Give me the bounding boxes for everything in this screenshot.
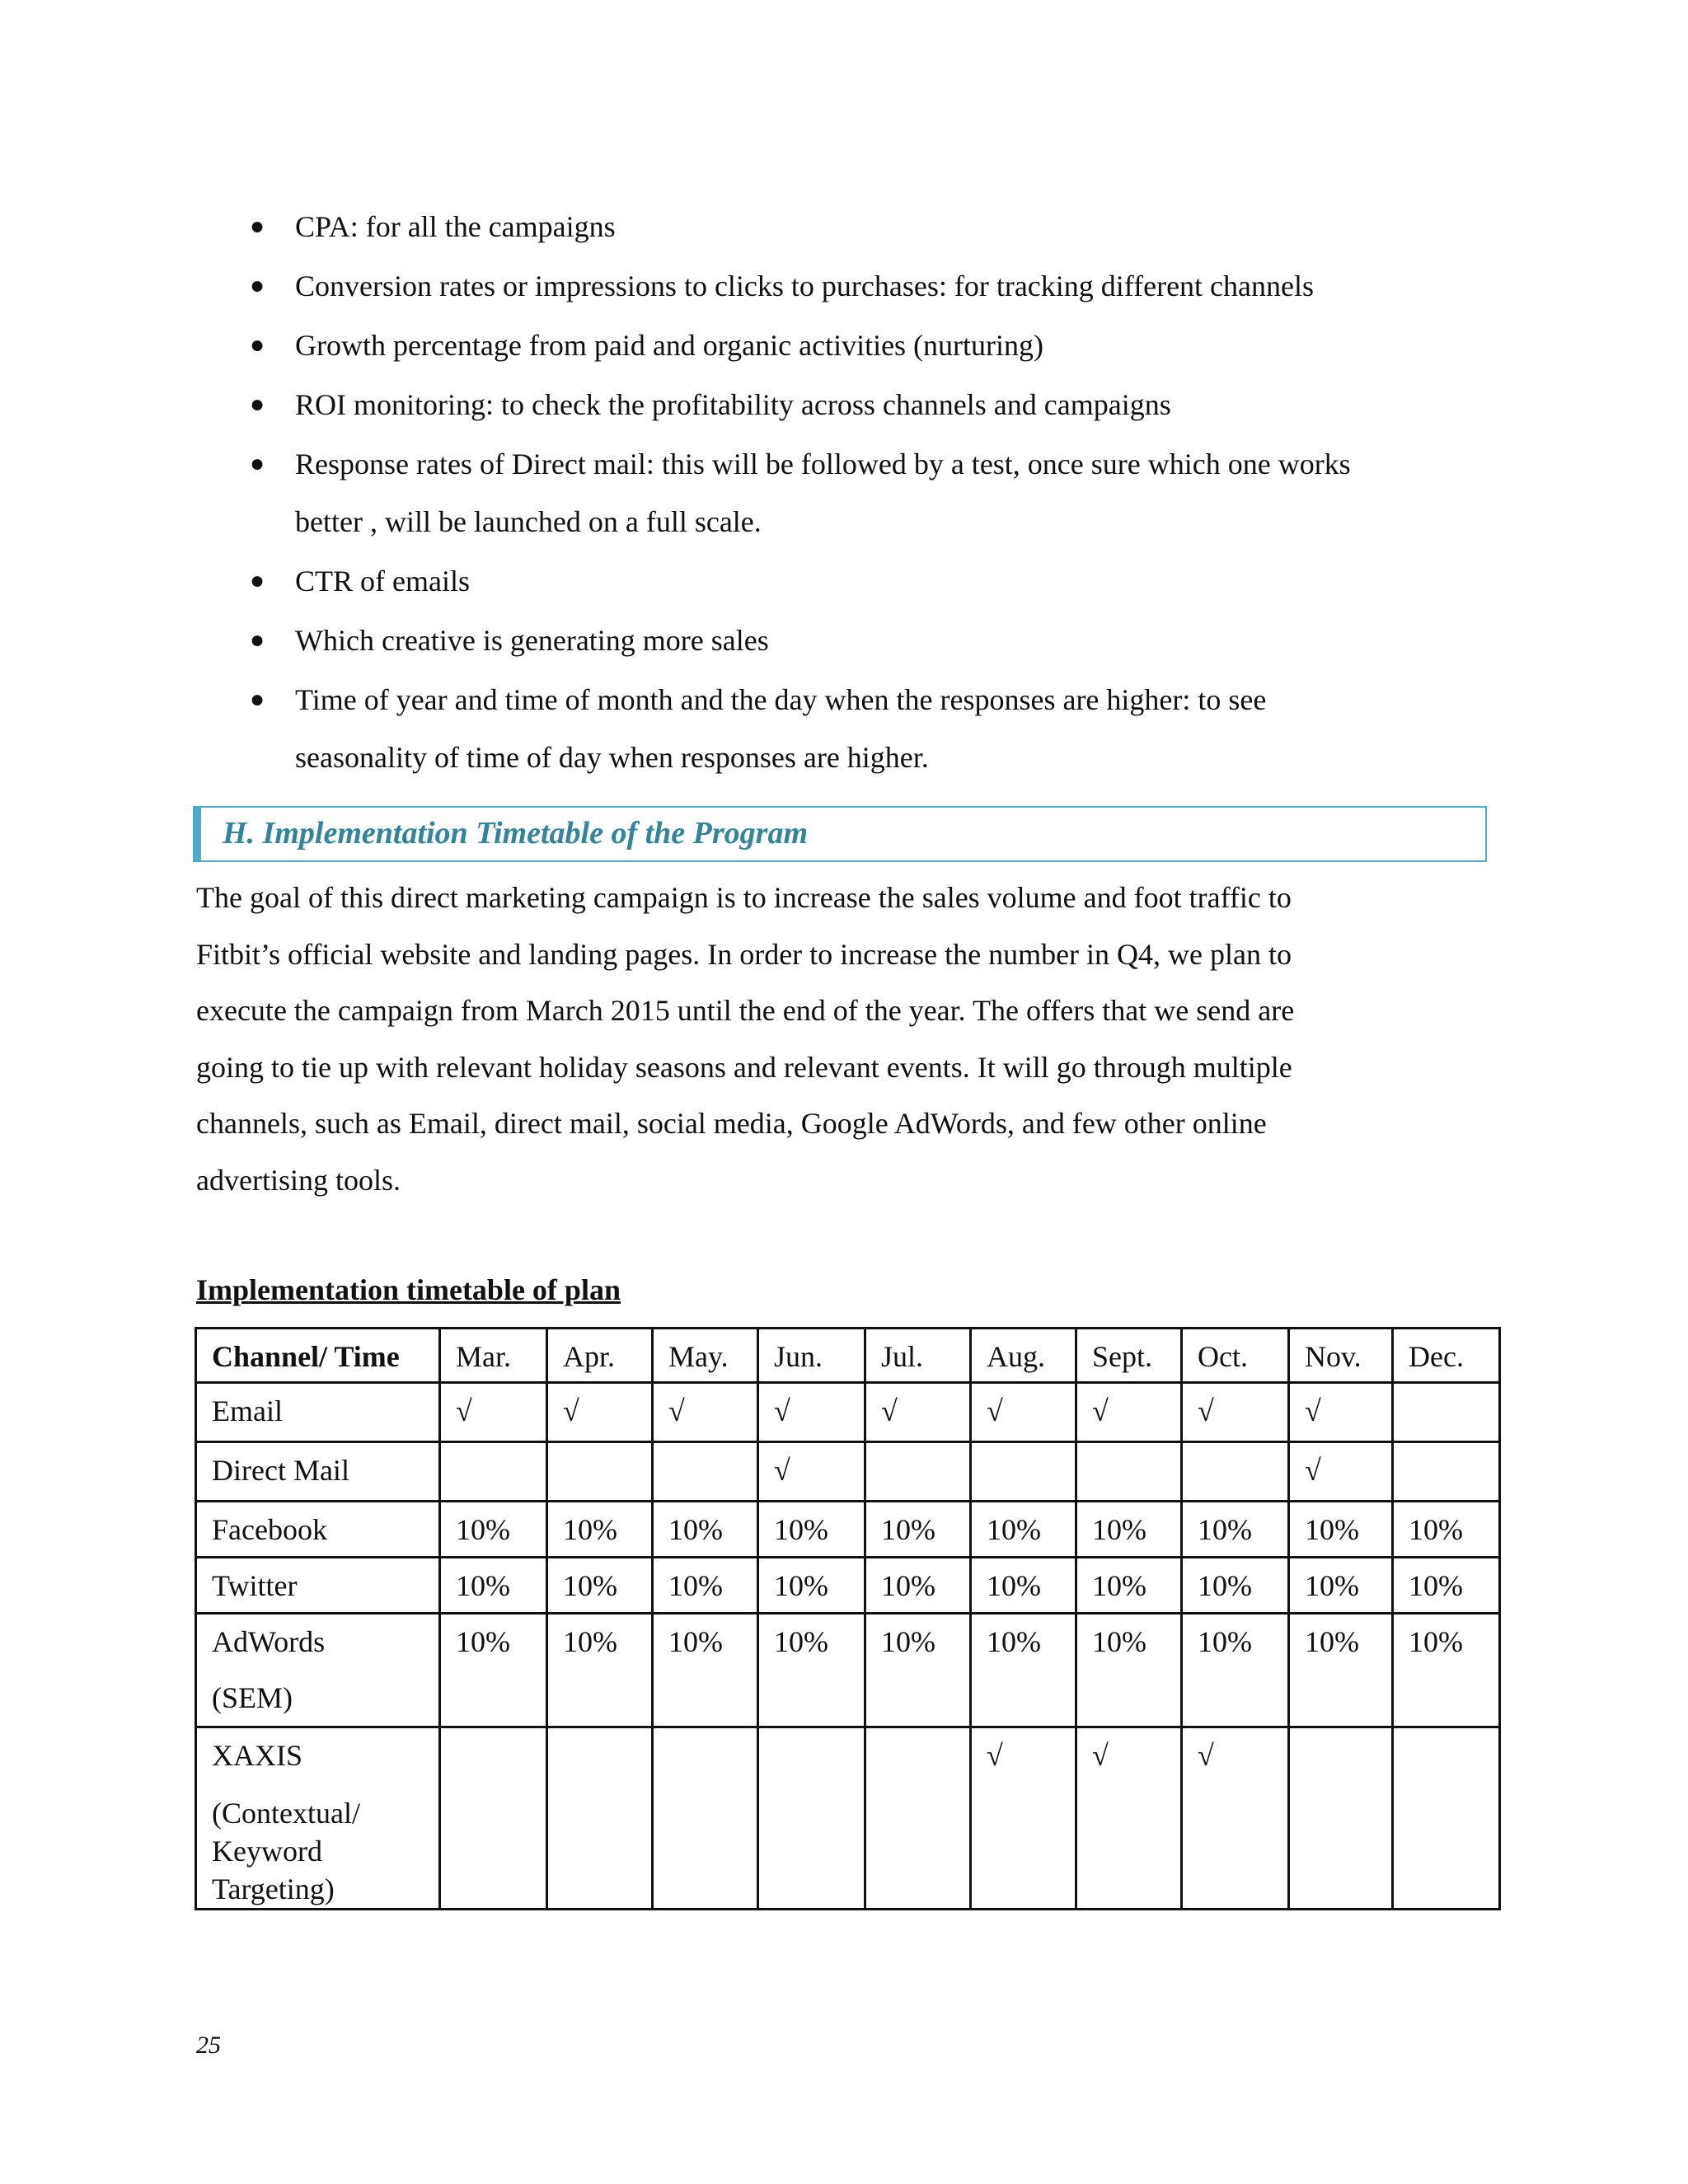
bullet-icon: ● — [250, 567, 265, 594]
table-cell: 10% — [653, 1502, 758, 1558]
table-cell: 10% — [547, 1502, 653, 1558]
page-number: 25 — [196, 2032, 221, 2059]
bullet-text: Response rates of Direct mail: this will be followed by a test, once sure which one works — [295, 448, 1351, 480]
header-month: Aug. — [971, 1329, 1076, 1383]
bullet-icon: ● — [250, 391, 265, 418]
table-cell: 10% — [1393, 1502, 1500, 1558]
bullet-item — [250, 376, 1507, 434]
table-cell: 10% — [1182, 1502, 1289, 1558]
bullet-text: Which creative is generating more sales — [295, 624, 769, 657]
paragraph-line: going to tie up with relevant holiday seasons and relevant events. It will go through multiple — [196, 1050, 1292, 1084]
table-cell: √ — [440, 1383, 547, 1442]
row-label: Email — [196, 1383, 440, 1442]
header-channel-time: Channel/ Time — [196, 1329, 440, 1383]
paragraph-line: The goal of this direct marketing campaign is to increase the sales volume and foot traffic to — [196, 881, 1292, 914]
bullet-text-continued: better , will be launched on a full scale. — [295, 505, 762, 538]
table-cell: 10% — [1076, 1558, 1182, 1614]
paragraph-line: advertising tools. — [196, 1163, 401, 1197]
table-cell: 10% — [440, 1558, 547, 1614]
bullet-text: Growth percentage from paid and organic activities (nurturing) — [295, 329, 1044, 362]
implementation-timetable — [195, 1327, 1501, 1910]
metrics-bullet-list — [250, 198, 1507, 788]
table-cell: √ — [971, 1727, 1076, 1910]
bullet-text: ROI monitoring: to check the profitability across channels and campaigns — [295, 388, 1171, 421]
bullet-icon: ● — [250, 213, 265, 240]
table-cell: √ — [1076, 1727, 1182, 1910]
table-cell: 10% — [653, 1614, 758, 1727]
bullet-icon: ● — [250, 686, 265, 713]
header-month: Oct. — [1182, 1329, 1289, 1383]
body-paragraph — [196, 869, 1449, 1208]
row-label-line: (Contextual/ — [212, 1797, 360, 1830]
bullet-item — [250, 198, 1507, 255]
bullet-item — [250, 316, 1507, 374]
bullet-text: CTR of emails — [295, 565, 470, 598]
bullet-item — [250, 257, 1507, 315]
row-label — [196, 1727, 440, 1910]
header-month: Apr. — [547, 1329, 653, 1383]
table-cell: √ — [1182, 1383, 1289, 1442]
header-month: Mar. — [440, 1329, 547, 1383]
table-header-row — [196, 1329, 1500, 1383]
table-row-twitter — [196, 1558, 1500, 1614]
table-row-xaxis — [196, 1727, 1500, 1910]
table-cell: 10% — [653, 1558, 758, 1614]
header-month: Sept. — [1076, 1329, 1182, 1383]
table-cell: 10% — [758, 1614, 865, 1727]
table-cell: 10% — [865, 1558, 971, 1614]
row-label-line: Keyword — [212, 1835, 322, 1868]
table-cell: 10% — [547, 1558, 653, 1614]
bullet-text: CPA: for all the campaigns — [295, 210, 616, 243]
table-cell: √ — [1289, 1383, 1393, 1442]
table-cell — [1393, 1727, 1500, 1910]
table-cell: √ — [1289, 1442, 1393, 1502]
table-cell — [758, 1727, 865, 1910]
table-cell: 10% — [1393, 1614, 1500, 1727]
header-month: Dec. — [1393, 1329, 1500, 1383]
table-cell: 10% — [440, 1502, 547, 1558]
table-cell: 10% — [758, 1502, 865, 1558]
row-label-line: XAXIS — [212, 1739, 303, 1772]
section-heading-box — [193, 806, 1487, 862]
table-cell — [547, 1727, 653, 1910]
table-cell: √ — [758, 1383, 865, 1442]
table-cell — [547, 1442, 653, 1502]
bullet-text: Conversion rates or impressions to clicks to purchases: for tracking different channels — [295, 269, 1315, 302]
table-cell — [653, 1727, 758, 1910]
row-label: Twitter — [196, 1558, 440, 1614]
table-cell: √ — [547, 1383, 653, 1442]
table-caption: Implementation timetable of plan — [196, 1273, 621, 1306]
paragraph-line: channels, such as Email, direct mail, social media, Google AdWords, and few other online — [196, 1107, 1267, 1140]
table-cell: 10% — [1076, 1614, 1182, 1727]
table-cell: √ — [653, 1383, 758, 1442]
table-cell — [1289, 1727, 1393, 1910]
table-cell: √ — [758, 1442, 865, 1502]
table-cell — [440, 1442, 547, 1502]
row-label: Facebook — [196, 1502, 440, 1558]
row-label-detail — [212, 1794, 438, 1908]
header-month: Jun. — [758, 1329, 865, 1383]
paragraph-line: Fitbit’s official website and landing pages. In order to increase the number in Q4, we plan to — [196, 937, 1292, 971]
row-label-line: AdWords — [212, 1625, 326, 1658]
row-label-line: Targeting) — [212, 1872, 335, 1905]
table-cell: 10% — [1289, 1558, 1393, 1614]
row-label-line: (SEM) — [212, 1681, 293, 1714]
table-cell: 10% — [1393, 1558, 1500, 1614]
table-cell — [653, 1442, 758, 1502]
header-month: Jul. — [865, 1329, 971, 1383]
bullet-item — [250, 612, 1507, 669]
table-cell: 10% — [440, 1614, 547, 1727]
section-title: H. Implementation Timetable of the Program — [223, 816, 809, 851]
table-cell: 10% — [971, 1558, 1076, 1614]
table-cell — [1076, 1442, 1182, 1502]
table-cell: 10% — [758, 1558, 865, 1614]
table-cell — [971, 1442, 1076, 1502]
table-row-facebook — [196, 1502, 1500, 1558]
table-cell: 10% — [971, 1614, 1076, 1727]
table-cell: 10% — [865, 1502, 971, 1558]
bullet-item — [250, 671, 1507, 786]
table-cell — [865, 1727, 971, 1910]
bullet-item — [250, 552, 1507, 610]
table-cell: 10% — [1182, 1614, 1289, 1727]
table-cell — [1393, 1442, 1500, 1502]
bullet-item — [250, 435, 1507, 551]
paragraph-line: execute the campaign from March 2015 until the end of the year. The offers that we send are — [196, 994, 1295, 1027]
table-cell: √ — [1076, 1383, 1182, 1442]
table-cell: √ — [1182, 1727, 1289, 1910]
table-cell: 10% — [1182, 1558, 1289, 1614]
table-cell: √ — [971, 1383, 1076, 1442]
table-cell: 10% — [1289, 1614, 1393, 1727]
table-cell — [1393, 1383, 1500, 1442]
table-cell: √ — [865, 1383, 971, 1442]
row-label: Direct Mail — [196, 1442, 440, 1502]
table-cell: 10% — [1289, 1502, 1393, 1558]
bullet-text-continued: seasonality of time of day when responses are higher. — [295, 741, 929, 774]
bullet-text: Time of year and time of month and the day when the responses are higher: to see — [295, 683, 1267, 716]
table-cell: 10% — [971, 1502, 1076, 1558]
table-cell — [440, 1727, 547, 1910]
table-cell — [1182, 1442, 1289, 1502]
table-row-direct-mail — [196, 1442, 1500, 1502]
bullet-icon: ● — [250, 450, 265, 477]
table-cell: 10% — [547, 1614, 653, 1727]
header-month: Nov. — [1289, 1329, 1393, 1383]
row-label — [196, 1614, 440, 1727]
table-row-adwords — [196, 1614, 1500, 1727]
bullet-icon: ● — [250, 272, 265, 299]
bullet-icon: ● — [250, 331, 265, 359]
table-cell: 10% — [865, 1614, 971, 1727]
table-row-email — [196, 1383, 1500, 1442]
table-cell: 10% — [1076, 1502, 1182, 1558]
table-cell — [865, 1442, 971, 1502]
bullet-icon: ● — [250, 626, 265, 654]
header-month: May. — [653, 1329, 758, 1383]
